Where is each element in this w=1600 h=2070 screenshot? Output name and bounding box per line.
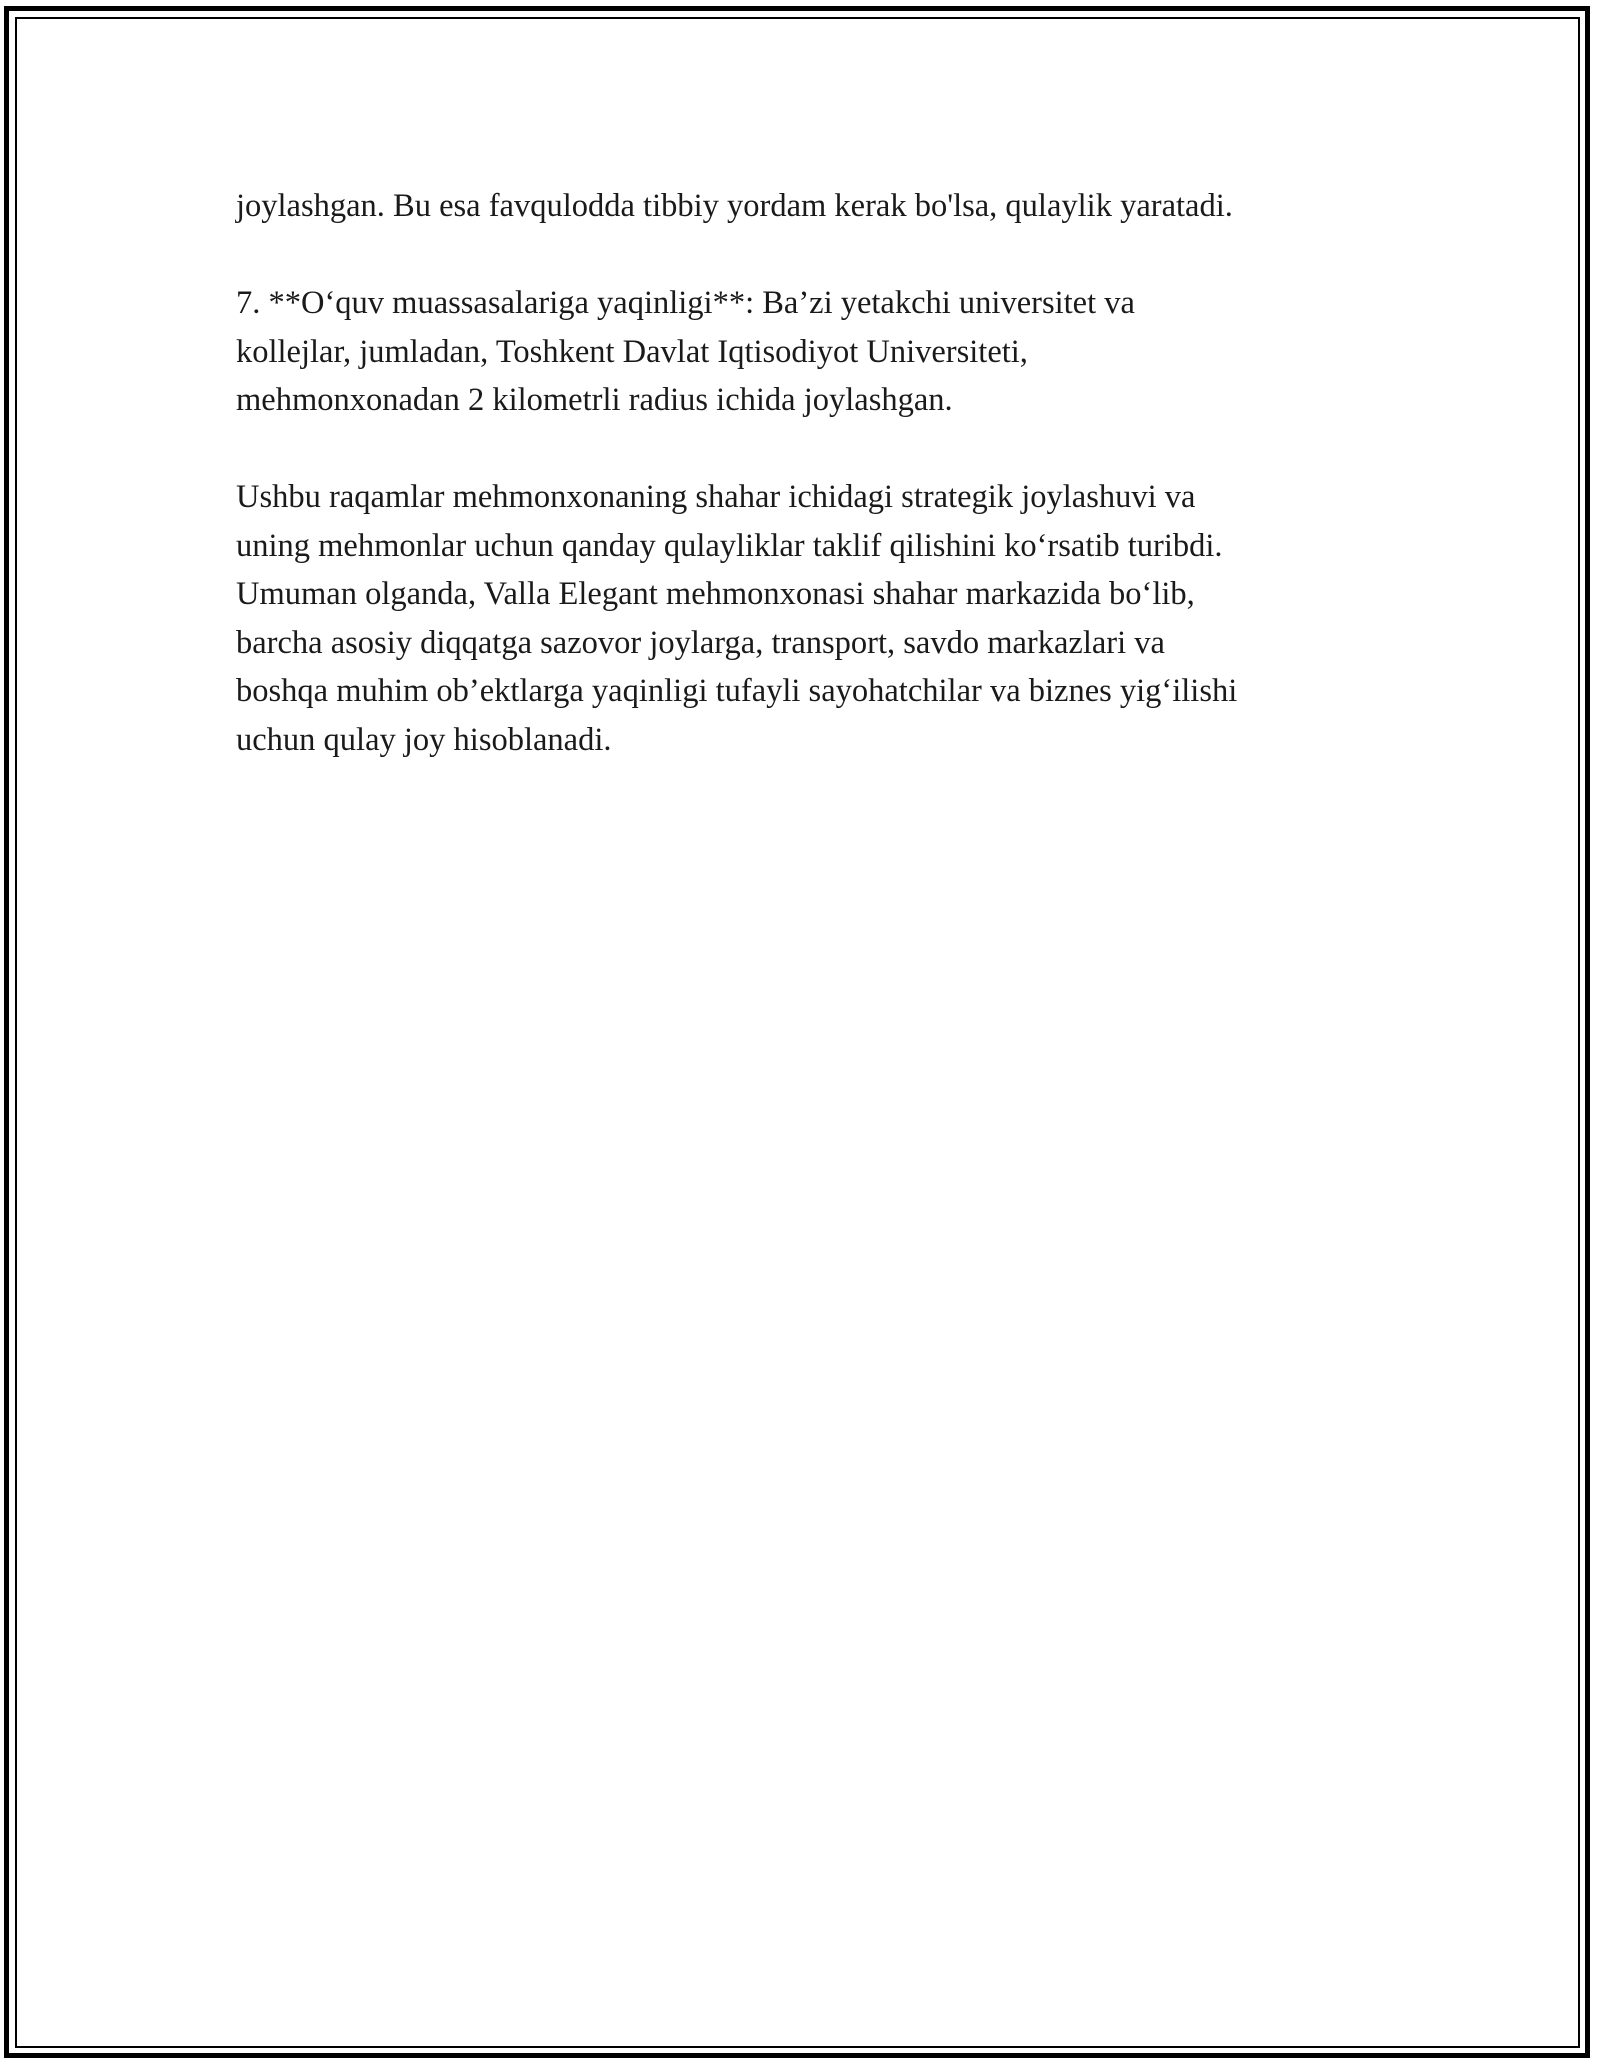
document-body bbox=[236, 182, 1386, 813]
paragraph-continuation: joylashgan. Bu esa favqulodda tibbiy yordam kerak bo'lsa, qulaylik yaratadi. bbox=[236, 188, 1233, 224]
paragraph-summary: Ushbu raqamlar mehmonxonaning shahar ichidagi strategik joylashuvi va uning mehmonlar uchun qanday qulayliklar taklif qilishini ko‘rsatib turibdi. Umuman olganda, Valla Elegant mehmonxonasi shahar markazida bo‘lib, barcha asosiy diqqatga sazovor joylarga, transport, savdo markazlari va boshqa muhim ob’ektlarga yaqinligi tufayli sayohatchilar va biznes yig‘ilishi uchun qulay joy hisoblanadi. bbox=[236, 479, 1238, 758]
paragraph-education-proximity: 7. **O‘quv muassasalariga yaqinligi**: Ba’zi yetakchi universitet va kollejlar, jumladan, Toshkent Davlat Iqtisodiyot Universiteti, mehmonxonadan 2 kilometrli radius ichida joylashgan. bbox=[236, 285, 1135, 418]
